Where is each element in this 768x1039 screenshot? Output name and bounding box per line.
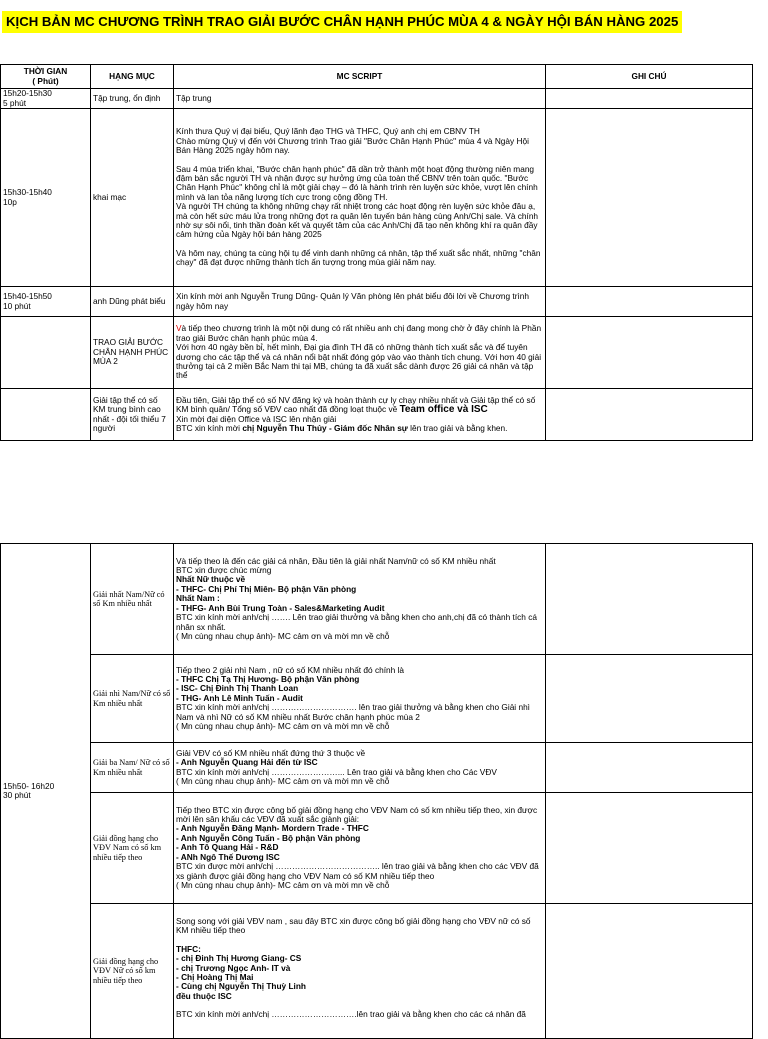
category-cell: Giải nhất Nam/Nữ có số Km nhiều nhất	[91, 544, 174, 655]
script-line	[176, 396, 543, 415]
duration: 30 phút	[3, 790, 31, 800]
script-line: ( Mn cùng nhau chụp ảnh)- MC cảm ơn và mời mn về chỗ	[176, 879, 390, 890]
winner-name: - Anh Nguyễn Công Tuấn - Bộ phận Văn phòng	[176, 832, 361, 843]
notes-cell	[546, 109, 753, 287]
winner-name: - Cùng chị Nguyễn Thị Thuỳ Linh	[176, 981, 306, 992]
winner-name: - ANh Ngô Thế Dương ISC	[176, 851, 280, 862]
duration: 10 phút	[3, 300, 31, 311]
script-cell	[174, 793, 546, 904]
script-line: Xin mời đại diện Office và ISC lên nhận giải	[176, 413, 337, 424]
time-range: 15h50- 16h20	[3, 780, 55, 791]
script-line	[176, 324, 543, 343]
time-cell	[1, 287, 91, 317]
time-range: 15h40-15h50	[3, 291, 52, 302]
winner-name: - Anh Tô Quang Hải - R&D	[176, 842, 279, 853]
table-row	[1, 743, 753, 793]
script-line	[176, 992, 543, 1001]
winner-name: - THG- Anh Lê Minh Tuấn - Audit	[176, 692, 303, 703]
table-row	[1, 389, 753, 441]
notes-cell	[546, 904, 753, 1039]
table-row	[1, 287, 753, 317]
duration: 10p	[3, 196, 17, 207]
script-line: Và hôm nay, chúng ta cùng hội tụ để vinh danh những cá nhân, tập thể xuất sắc nhất, những "chân chạy" đã đạt được những thành tích ấn tượng trong mùa giải năm nay.	[176, 247, 541, 268]
page-title: KỊCH BẢN MC CHƯƠNG TRÌNH TRAO GIẢI BƯỚC CHÂN HẠNH PHÚC MÙA 4 & NGÀY HỘI BÁN HÀNG 2025	[2, 11, 682, 33]
script-cell	[174, 317, 546, 389]
notes-cell	[546, 317, 753, 389]
table-row	[1, 793, 753, 904]
notes-cell	[546, 287, 753, 317]
highlight-team: Team office và ISC	[399, 404, 488, 416]
script-line	[176, 424, 543, 433]
winner-name: - chị Trương Ngọc Anh- IT và	[176, 962, 291, 973]
notes-cell	[546, 544, 753, 655]
script-line: BTC xin kính mời anh/chị ……………………... Lên trao giải và bằng khen cho Các VĐV	[176, 766, 497, 777]
table-row	[1, 904, 753, 1039]
winner-name: - THFG- Anh Bùi Trung Toàn - Sales&Marketing Audit	[176, 602, 385, 613]
category-cell: khai mạc	[91, 109, 174, 287]
notes-cell	[546, 89, 753, 109]
script-line: BTC xin kính mời anh/chị ………………………….lên trao giải và bằng khen cho các cá nhân đã	[176, 1009, 526, 1020]
winner-name: - Chị Hoàng Thị Mai	[176, 972, 254, 983]
script-cell	[174, 544, 546, 655]
time-range: 15h20-15h30	[3, 88, 52, 99]
award-label: Nhất Nam :	[176, 593, 220, 604]
script-text: Đầu tiên, Giải tập thể có số NV đăng ký và hoàn thành cự ly chạy nhiều nhất và Giải tập thể có số KM bình quân/ Tổng số VĐV cao nhất đã đồng loạt thuộc về	[176, 394, 536, 415]
header-category: HẠNG MỤC	[91, 65, 174, 89]
script-line: BTC xin được mời anh/chị ……………………………….. lên trao giải và bằng khen cho các VĐV đã xs giành được giải đồng hạng cho VĐV Nam có số KM nhiều tiếp theo	[176, 861, 539, 881]
winner-name: - chị Đinh Thị Hương Giang- CS	[176, 953, 302, 964]
script-line	[176, 585, 543, 594]
category-cell: Giải đồng hạng cho VĐV Nam có số km nhiều tiếp theo	[91, 793, 174, 904]
header-time	[1, 65, 91, 89]
notes-cell	[546, 655, 753, 743]
unit-label: THFC:	[176, 943, 201, 954]
drop-letter: V	[176, 323, 182, 334]
category-cell: Giải nhì Nam/Nữ có số Km nhiều nhất	[91, 655, 174, 743]
header-time-label: THỜI GIAN	[23, 66, 68, 77]
script-cell	[174, 109, 546, 287]
category-cell: Tập trung, ổn định	[91, 89, 174, 109]
script-line: Và người TH chúng ta không những chạy rất nhiệt trong các hoạt động rèn luyện sức khỏe đâu ạ, mà còn hết sức máu lửa trong những đợt ra quân lên tuyến bán hàng cùng Anh/Chị sale. Và chính nhờ sự sôi nổi, tinh thần đoàn kết và quyết tâm của các Anh/Chị đã tạo nên không khí ra quân đầy cảm hứng của Ngày hội bán hàng 2025	[176, 201, 539, 240]
script-line: BTC xin kính mời anh/chị …………………………. lên trao giải thưởng và bằng khen cho Giải nhì Nam và nhì Nữ có số KM nhiều nhất Bước chân hạnh phúc mùa 2	[176, 702, 530, 722]
category-cell: TRAO GIẢI BƯỚC CHÂN HẠNH PHÚC MÙA 2	[91, 317, 174, 389]
script-cell	[174, 904, 546, 1039]
award-label: Nhất Nữ thuộc về	[176, 574, 246, 585]
table-row	[1, 109, 753, 287]
script-line: Tiếp theo 2 giải nhì Nam , nữ có số KM nhiều nhất đó chính là	[176, 664, 405, 675]
script-line: Sau 4 mùa triển khai, "Bước chân hạnh phúc" đã dần trở thành một hoạt động thường niên mang đậm bản sắc người TH và nhận được sự hưởng ứng của toàn thể CBNV trên toàn quốc. "Bước Chân Hạnh Phúc" không chỉ là một giải chạy – đó là hành trình rèn luyện sức khỏe, vượt lên chính mình và lan tỏa năng lượng tích cực trong cộng đồng TH.	[176, 163, 538, 202]
script-line: ( Mn cùng nhau chụp ảnh)- MC cảm ơn và mời mn về chỗ	[176, 721, 390, 732]
time-cell	[1, 89, 91, 109]
script-line: Và tiếp theo là đến các giải cá nhân, Đầu tiên là giải nhất Nam/nữ có số KM nhiều nhất	[176, 555, 496, 566]
time-cell	[1, 109, 91, 287]
script-text: à tiếp theo chương trình là một nội dung có rất nhiều anh chị đang mong chờ ở đây chính là Phần trao giải Bước chân hạnh phúc mùa 4.	[176, 323, 542, 343]
winner-name: - THFC Chị Tạ Thị Hương- Bộ phận Văn phòng	[176, 673, 360, 684]
script-line: Giải VĐV có số KM nhiều nhất đứng thứ 3 thuộc về	[176, 747, 366, 758]
notes-cell	[546, 389, 753, 441]
header-script: MC SCRIPT	[174, 65, 546, 89]
script-cell	[174, 655, 546, 743]
header-time-unit: ( Phút)	[32, 75, 59, 86]
notes-cell	[546, 743, 753, 793]
category-cell: Giải đồng hạng cho VĐV Nữ có số km nhiều tiếp theo	[91, 904, 174, 1039]
script-cell	[174, 389, 546, 441]
script-line: ( Mn cùng nhau chụp ảnh)- MC cảm ơn và mời mn về chỗ	[176, 630, 390, 641]
script-text: lên trao giải và bằng khen.	[410, 422, 508, 433]
table-row	[1, 89, 753, 109]
winner-name: - Anh Nguyễn Quang Hải đến từ ISC	[176, 757, 318, 768]
category-cell: Giải ba Nam/ Nữ có số Km nhiều nhất	[91, 743, 174, 793]
script-text: BTC xin kính mời	[176, 422, 240, 433]
notes-cell	[546, 793, 753, 904]
script-line: BTC xin được chúc mừng	[176, 565, 272, 576]
category-cell: Giải tập thể có số KM trung bình cao nhất - đội tối thiểu 7 người	[91, 389, 174, 441]
script-line: Với hơn 40 ngày bền bỉ, hết mình, Đại gia đình TH đã có những thành tích xuất sắc và để tuyên dương cho các tập thể và cá nhân nổi bật nhất đóng góp vào vào thành tích chung. Với hơn 40 giải thưởng tại cả 2 miền Bắc Nam thi tại MB, chúng ta đã xuất sắc dành được 26 giải cá nhân và tập thể	[176, 342, 542, 381]
table-row	[1, 317, 753, 389]
script-table-part-2	[0, 543, 753, 1039]
script-table-part-1	[0, 64, 753, 441]
script-cell: Xin kính mời anh Nguyễn Trung Dũng- Quản lý Văn phòng lên phát biểu đôi lời về Chương trình ngày hôm nay	[174, 287, 546, 317]
script-line: Kính thưa Quý vị đại biểu, Quý lãnh đạo THG và THFC, Quý anh chị em CBNV TH	[176, 126, 480, 137]
script-line: Song song với giải VĐV nam , sau đây BTC xin được công bố giải đồng hạng cho VĐV nữ có số KM nhiều tiếp theo	[176, 916, 531, 936]
script-line: Tiếp theo BTC xin được công bố giải đồng hạng cho VĐV Nam có số km nhiều tiếp theo, xin được mời lên sân khấu các VĐV đã xuất sắc giành giải:	[176, 804, 538, 825]
highlight-presenter: chị Nguyễn Thu Thủy - Giám đốc Nhân sự	[242, 422, 408, 433]
winner-name: - ISC- Chị Đinh Thị Thanh Loan	[176, 683, 299, 694]
script-line: Chào mừng Quý vị đến với Chương trình Trao giải "Bước Chân Hạnh Phúc" mùa 4 và Ngày Hội Bán Hàng 2025 ngày hôm nay.	[176, 135, 529, 156]
script-line: ( Mn cùng nhau chụp ảnh)- MC cảm ơn và mời mn về chỗ	[176, 775, 390, 786]
time-range: 15h30-15h40	[3, 187, 52, 198]
unit-label: đều thuộc ISC	[176, 990, 232, 1001]
winner-name: - Anh Nguyễn Đăng Mạnh- Mordern Trade - THFC	[176, 823, 369, 834]
table-header-row	[1, 65, 753, 89]
category-cell: anh Dũng phát biểu	[91, 287, 174, 317]
duration: 5 phút	[3, 97, 27, 108]
table-row	[1, 655, 753, 743]
script-line: BTC xin kính mời anh/chị ……. Lên trao giải thưởng và bằng khen cho anh,chị đã có thành tích cá nhân sx nhất.	[176, 612, 537, 632]
winner-name: - THFC- Chị Phí Thị Miên- Bộ phận Văn phòng	[176, 583, 357, 594]
time-cell	[1, 389, 91, 441]
script-cell	[174, 743, 546, 793]
header-notes: GHI CHÚ	[546, 65, 753, 89]
table-row	[1, 544, 753, 655]
script-cell: Tập trung	[174, 89, 546, 109]
time-cell	[1, 544, 91, 1039]
time-cell	[1, 317, 91, 389]
